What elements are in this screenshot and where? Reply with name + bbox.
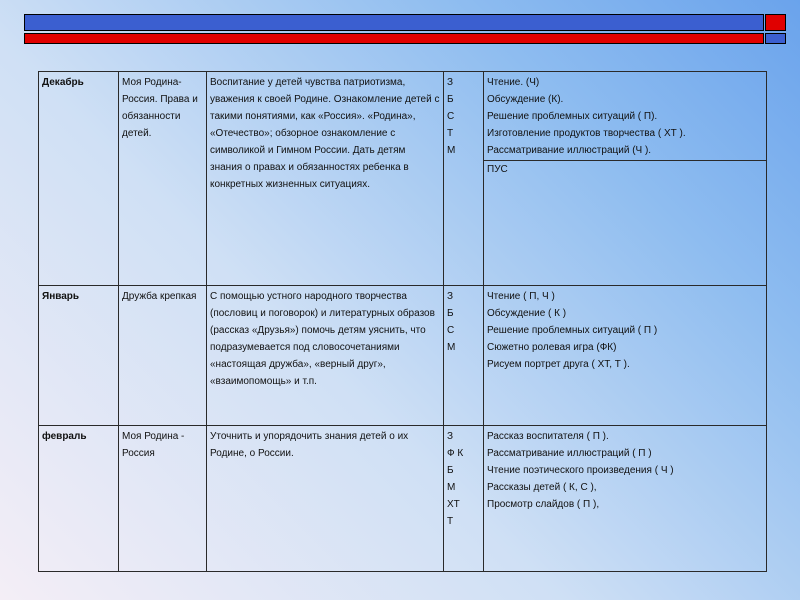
- method-item: Рассказ воспитателя ( П ).: [487, 431, 609, 442]
- code-item: Т: [447, 516, 454, 527]
- method-item: Рассматривание иллюстраций ( П ): [487, 448, 652, 459]
- code-item: М: [447, 342, 456, 353]
- goals-cell: Уточнить и упорядочить знания детей о их Родине, о России.: [207, 426, 444, 572]
- code-item: З: [447, 77, 454, 88]
- topic-cell: Моя Родина-Россия. Права и обязанности детей.: [119, 72, 207, 286]
- method-item: Решение проблемных ситуаций ( П).: [487, 111, 658, 122]
- method-item: Изготовление продуктов творчества ( ХТ ).: [487, 128, 686, 139]
- codes-cell: [444, 286, 484, 426]
- codes-cell: [444, 426, 484, 572]
- code-item: С: [447, 325, 455, 336]
- month-cell: Декабрь: [39, 72, 119, 286]
- plan-table: [38, 71, 767, 572]
- title-decoration: [24, 14, 787, 44]
- red-square: [765, 14, 786, 31]
- blue-header-bar: [24, 14, 764, 31]
- code-item: С: [447, 111, 455, 122]
- method-item: Обсуждение (К).: [487, 94, 564, 105]
- pus-label: ПУС: [484, 160, 767, 178]
- code-item: Т: [447, 128, 454, 139]
- method-item: Чтение. (Ч): [487, 77, 540, 88]
- code-item: М: [447, 482, 456, 493]
- codes-cell: [444, 72, 484, 286]
- method-item: Рассказы детей ( К, С ),: [487, 482, 597, 493]
- table-row: [39, 426, 767, 572]
- table-row: [39, 286, 767, 426]
- code-item: Б: [447, 465, 454, 476]
- goals-cell: С помощью устного народного творчества (пословиц и поговорок) и литературных образов (рассказ «Друзья») помочь детям уяснить, что подразумевается под словосочетаниями «настоящая дружба», «верный друг», «взаимопомощь» и т.п.: [207, 286, 444, 426]
- methods-cell: [484, 72, 767, 286]
- method-item: Обсуждение ( К ): [487, 308, 567, 319]
- red-header-bar: [24, 33, 764, 44]
- method-item: Чтение ( П, Ч ): [487, 291, 555, 302]
- goals-cell: Воспитание у детей чувства патриотизма, уважения к своей Родине. Ознакомление детей с такими понятиями, как «Россия». «Родина», «Отечество»; обзорное ознакомление с символикой и Гимном России. Дать детям знания о правах и обязанностях ребенка в конкретных жизненных ситуациях.: [207, 72, 444, 286]
- table-row: [39, 72, 767, 286]
- month-cell: февраль: [39, 426, 119, 572]
- code-item: ХТ: [447, 499, 460, 510]
- month-cell: Январь: [39, 286, 119, 426]
- method-item: Рисуем портрет друга ( ХТ, Т ).: [487, 359, 630, 370]
- methods-cell: [484, 426, 767, 572]
- method-item: Решение проблемных ситуаций ( П ): [487, 325, 658, 336]
- code-item: М: [447, 145, 456, 156]
- topic-cell: Дружба крепкая: [119, 286, 207, 426]
- method-item: Чтение поэтического произведения ( Ч ): [487, 465, 674, 476]
- methods-cell: [484, 286, 767, 426]
- code-item: Б: [447, 308, 454, 319]
- blue-square: [765, 33, 786, 44]
- code-item: З: [447, 291, 454, 302]
- method-item: Сюжетно ролевая игра (ФК): [487, 342, 617, 353]
- code-item: З: [447, 431, 454, 442]
- method-item: Просмотр слайдов ( П ),: [487, 499, 600, 510]
- topic-cell: Моя Родина - Россия: [119, 426, 207, 572]
- code-item: Б: [447, 94, 454, 105]
- method-item: Рассматривание иллюстраций (Ч ).: [487, 145, 652, 156]
- code-item: Ф К: [447, 448, 464, 459]
